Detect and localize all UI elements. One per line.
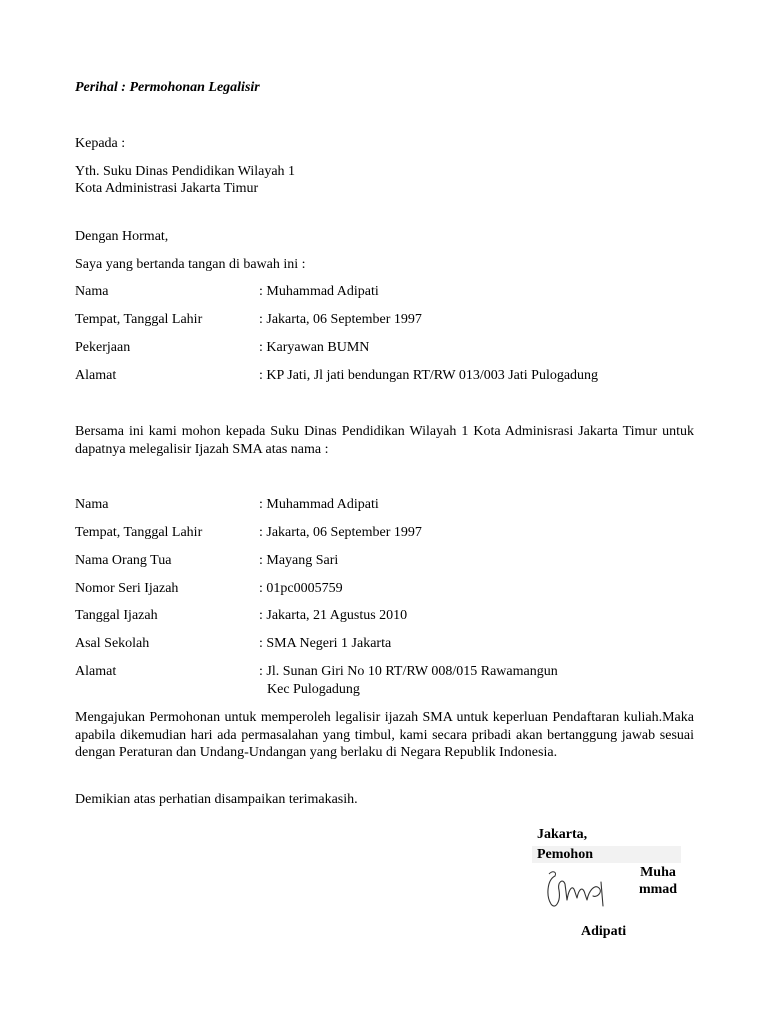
applicant-row-job <box>75 339 695 356</box>
field-label: Nama <box>75 284 109 299</box>
student-row-address <box>75 663 695 697</box>
field-label: Alamat <box>75 664 117 679</box>
intro-text: Saya yang bertanda tangan di bawah ini : <box>75 257 306 272</box>
field-value: : Jakarta, 21 Agustus 2010 <box>259 608 408 623</box>
student-row-school <box>75 635 695 652</box>
purpose-paragraph: Mengajukan Permohonan untuk memperoleh legalisir ijazah SMA untuk keperluan Pendaftaran kuliah.Maka apabila dikemudian hari ada permasalahan yang timbul, kami secara pribadi akan bertanggung jawab sesuai dengan Peraturan dan Undang-Undangan yang berlaku di Negara Republik Indonesia. <box>75 710 694 760</box>
field-value: : KP Jati, Jl jati bendungan RT/RW 013/003 Jati Pulogadung <box>259 368 599 383</box>
signature-name-last: Adipati <box>581 924 627 939</box>
student-row-date <box>75 607 695 624</box>
signature-city: Jakarta, <box>537 827 588 842</box>
field-label: Nama Orang Tua <box>75 553 172 568</box>
recipient-line-2: Kota Administrasi Jakarta Timur <box>75 181 259 196</box>
signature-role: Pemohon <box>537 847 593 862</box>
student-row-parent <box>75 552 695 569</box>
field-value: : Jakarta, 06 September 1997 <box>259 525 422 540</box>
field-label: Asal Sekolah <box>75 636 150 651</box>
applicant-row-name <box>75 283 695 300</box>
field-value: : Muhammad Adipati <box>259 284 379 299</box>
greeting: Dengan Hormat, <box>75 229 169 244</box>
field-value: : Karyawan BUMN <box>259 340 370 355</box>
student-row-serial <box>75 580 695 597</box>
field-value: : Jl. Sunan Giri No 10 RT/RW 008/015 Rawamangun <box>259 664 558 679</box>
field-value: : Jakarta, 06 September 1997 <box>259 312 422 327</box>
field-label: Tempat, Tanggal Lahir <box>75 525 203 540</box>
letter-subject: Perihal : Permohonan Legalisir <box>75 80 260 95</box>
applicant-row-birth <box>75 311 695 328</box>
signature-name-first: Muhammad <box>638 865 678 897</box>
student-row-birth <box>75 524 695 541</box>
field-value: : SMA Negeri 1 Jakarta <box>259 636 392 651</box>
handwritten-signature <box>543 866 613 914</box>
closing-text: Demikian atas perhatian disampaikan terimakasih. <box>75 792 358 807</box>
field-label: Tempat, Tanggal Lahir <box>75 312 203 327</box>
field-label: Pekerjaan <box>75 340 131 355</box>
request-paragraph: Bersama ini kami mohon kepada Suku Dinas Pendidikan Wilayah 1 Kota Adminisrasi Jakarta Timur untuk dapatnya melegalisir Ijazah SMA atas nama : <box>75 424 694 457</box>
field-label: Nomor Seri Ijazah <box>75 581 179 596</box>
student-row-name <box>75 496 695 513</box>
field-value: : 01pc0005759 <box>259 581 343 596</box>
to-label: Kepada : <box>75 136 126 151</box>
field-value: : Mayang Sari <box>259 553 339 568</box>
applicant-row-address <box>75 367 695 384</box>
field-label: Tanggal Ijazah <box>75 608 158 623</box>
field-value-continuation: Kec Pulogadung <box>267 682 360 697</box>
field-label: Nama <box>75 497 109 512</box>
field-label: Alamat <box>75 368 117 383</box>
recipient-line-1: Yth. Suku Dinas Pendidikan Wilayah 1 <box>75 164 296 179</box>
field-value: : Muhammad Adipati <box>259 497 379 512</box>
